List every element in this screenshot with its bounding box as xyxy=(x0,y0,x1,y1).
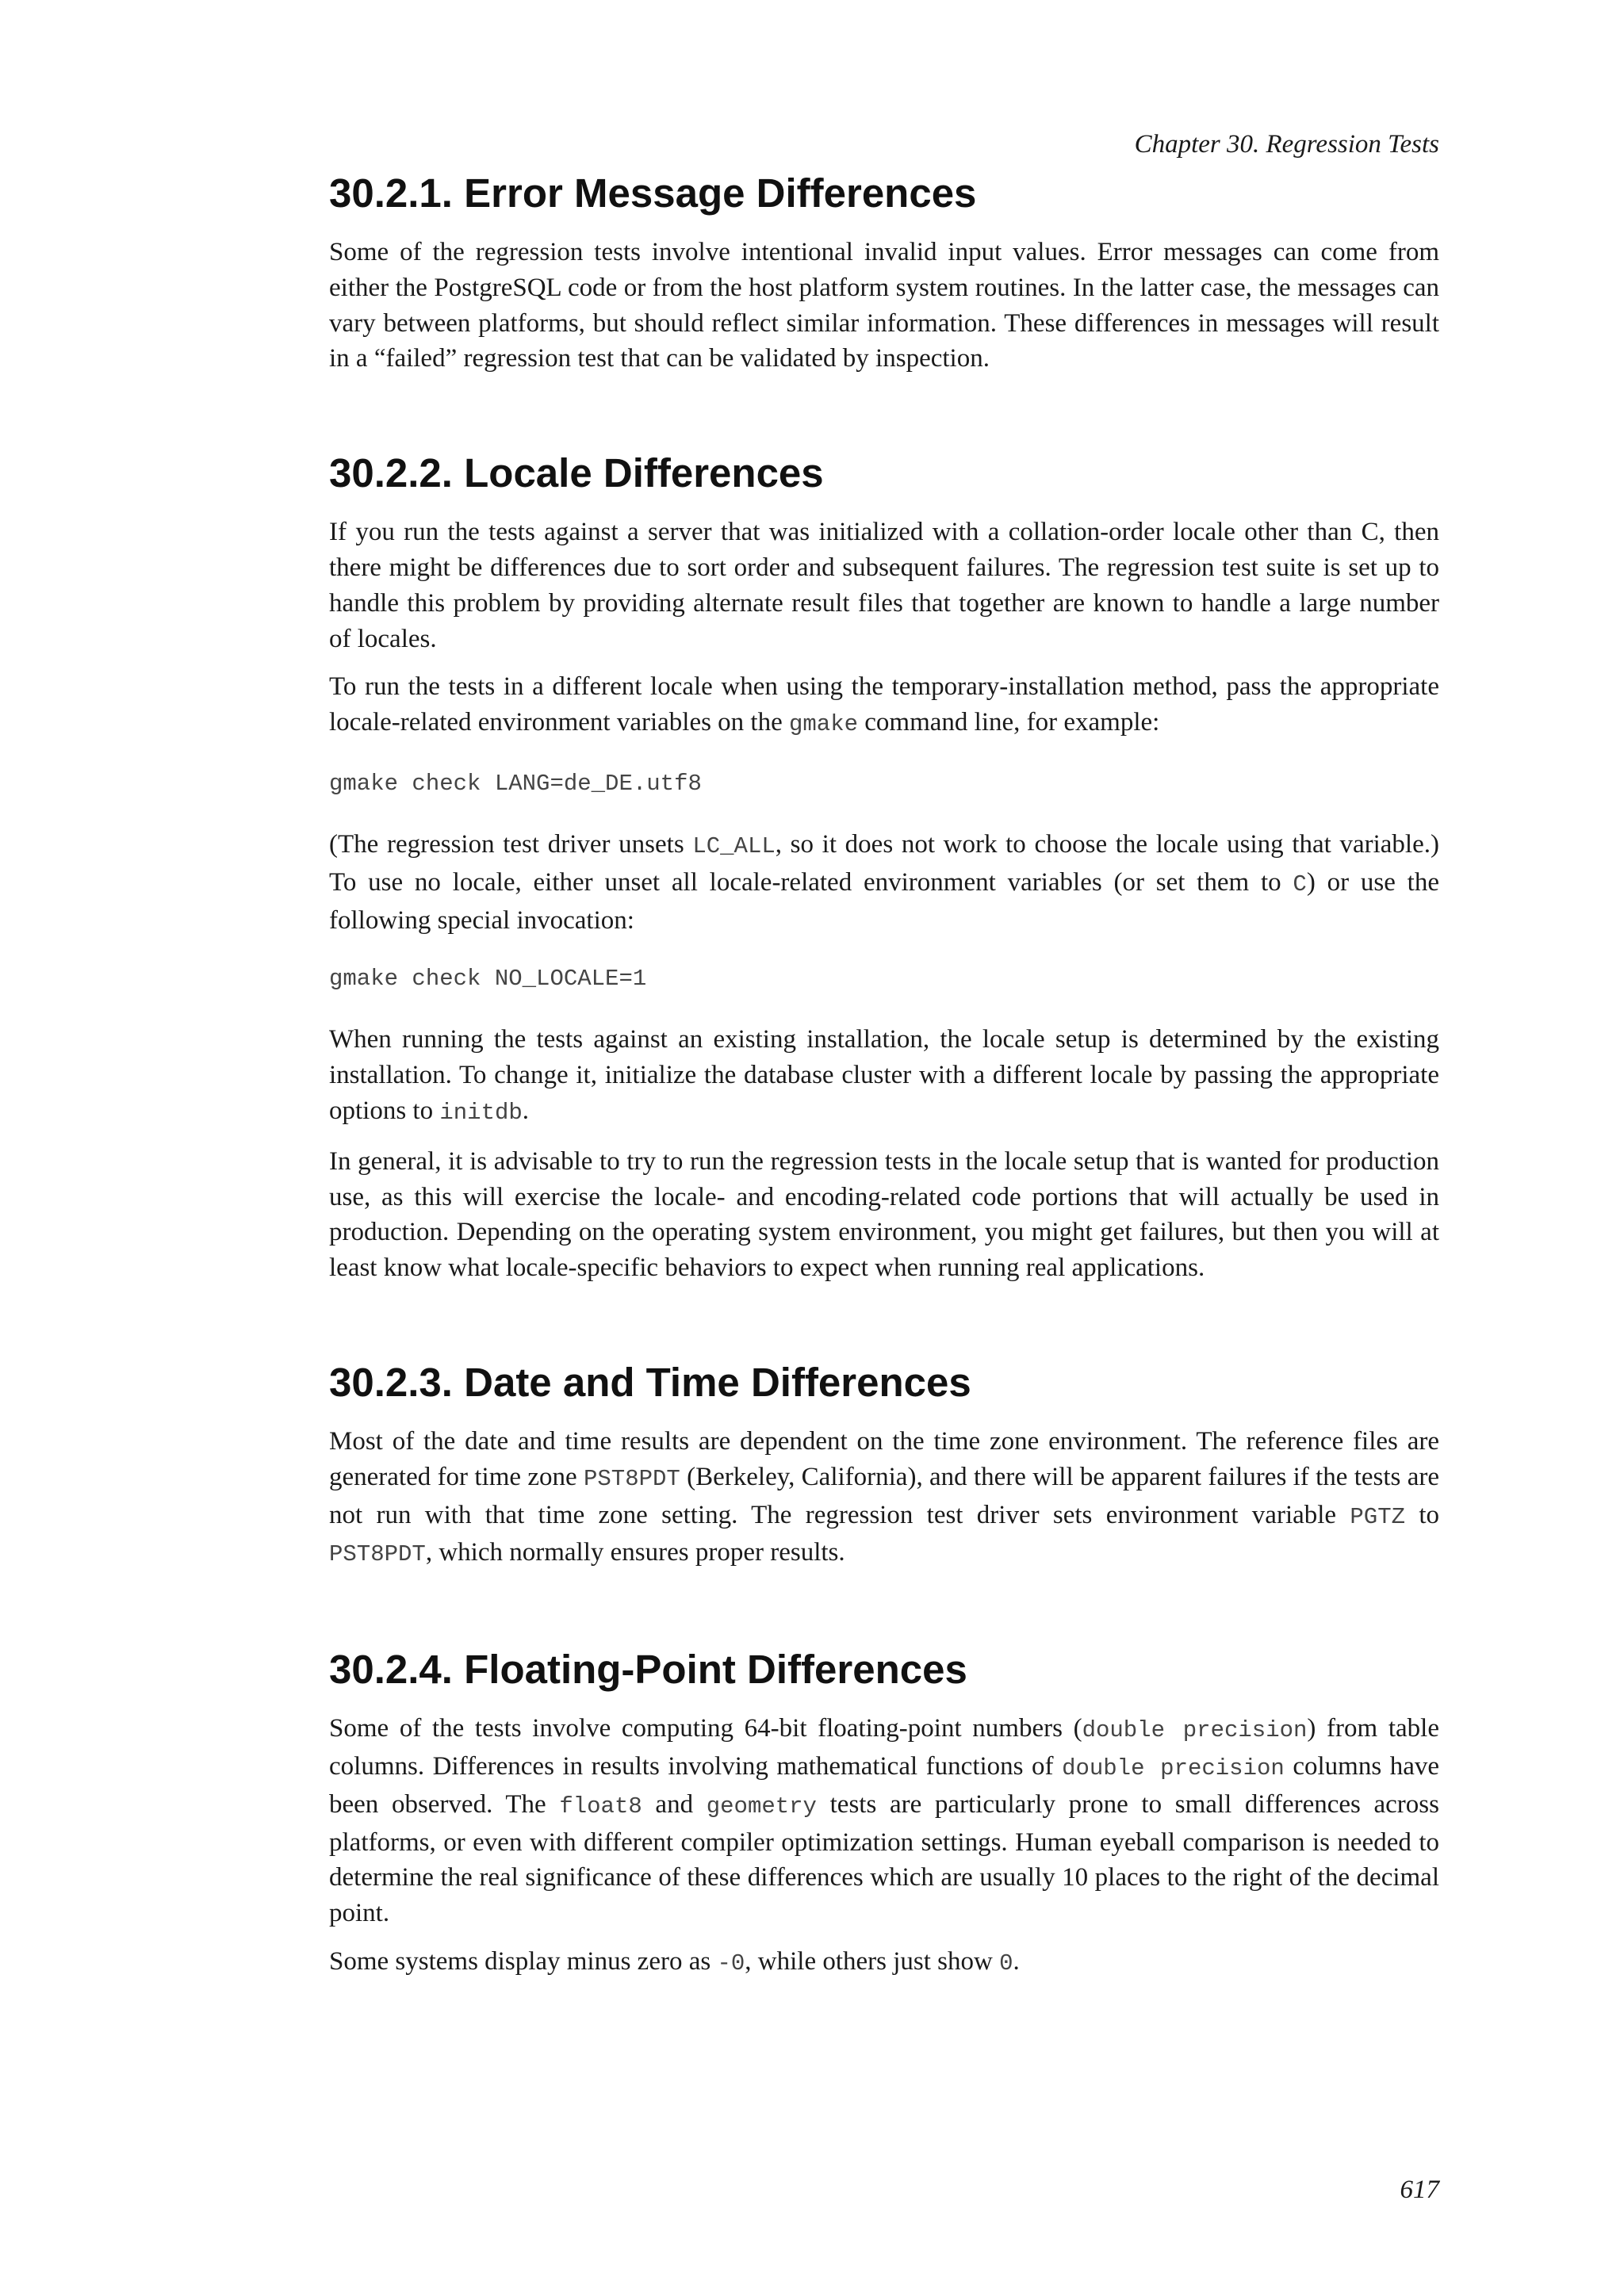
page-number: 617 xyxy=(1400,2175,1439,2204)
inline-code: PST8PDT xyxy=(329,1541,426,1568)
text-run: and xyxy=(642,1789,707,1819)
inline-code: double precision xyxy=(1082,1717,1308,1744)
document-page xyxy=(329,119,1439,1995)
paragraph xyxy=(329,669,1439,743)
text-run: tests are particularly prone to small differences across platforms, or even with different compiler optimization settings. Human eyeball comparison is needed to determine the real significance of these differences which are usually 10 places to the right of the decimal point. xyxy=(329,1789,1439,1928)
section-title: 30.2.2. Locale Differences xyxy=(329,450,824,496)
inline-code: PGTZ xyxy=(1350,1503,1406,1530)
inline-code: initdb xyxy=(439,1099,523,1126)
inline-code: geometry xyxy=(706,1793,817,1820)
paragraph xyxy=(329,827,1439,938)
section-title: 30.2.3. Date and Time Differences xyxy=(329,1359,971,1405)
text-run: Most of the date and time results are dependent on the time zone environment. The reference files are generated for time zone xyxy=(329,1426,1439,1491)
text-run: Some of the tests involve computing 64-bit floating-point numbers ( xyxy=(329,1714,1082,1743)
code-example: gmake check LANG=de_DE.utf8 xyxy=(329,770,702,797)
section-title: 30.2.4. Floating-Point Differences xyxy=(329,1647,967,1693)
code-example: gmake check NO_LOCALE=1 xyxy=(329,966,647,993)
text-run: . xyxy=(522,1096,530,1125)
text-run: , which normally ensures proper results. xyxy=(425,1538,845,1567)
text-run: command line, for example: xyxy=(858,708,1160,737)
text-run: To run the tests in a different locale when using the temporary-installation method, pass the appropriate locale-related environment variables on the xyxy=(329,672,1439,737)
section-locale-differences xyxy=(329,450,1439,1286)
inline-code: 0 xyxy=(999,1950,1013,1976)
text-run: to xyxy=(1405,1500,1439,1529)
running-header: Chapter 30. Regression Tests xyxy=(1134,130,1439,159)
text-run: Some systems display minus zero as xyxy=(329,1946,718,1976)
text-run: . xyxy=(1013,1946,1020,1976)
inline-code: gmake xyxy=(789,711,859,738)
text-run: When running the tests against an existing installation, the locale setup is determined by the existing installation. To change it, initialize the database cluster with a different locale by passing the appropriate options to xyxy=(329,1025,1439,1125)
text-run: ) from table columns. Differences in results involving mathematical functions of xyxy=(329,1714,1439,1781)
inline-code: C xyxy=(1293,871,1307,897)
inline-code: double precision xyxy=(1062,1755,1285,1781)
section-error-message-differences xyxy=(329,170,1439,377)
section-floating-point-differences xyxy=(329,1646,1439,1982)
inline-code: float8 xyxy=(559,1793,642,1820)
section-title: 30.2.1. Error Message Differences xyxy=(329,170,977,216)
text-run: ) or use the following special invocation: xyxy=(329,867,1439,935)
text-run: (The regression test driver unsets xyxy=(329,829,693,859)
section-date-time-differences xyxy=(329,1359,1439,1573)
paragraph: In general, it is advisable to try to run the regression tests in the locale setup that is wanted for production use, as this will exercise the locale- and encoding-related code portions that will actually be used in production. Depending on the operating system environment, you might get failures, but then you will at least know what locale-specific behaviors to expect when running real applications. xyxy=(329,1146,1439,1283)
text-run: columns have been observed. The xyxy=(329,1751,1439,1819)
inline-code: -0 xyxy=(717,1950,745,1976)
text-run: , while others just show xyxy=(745,1946,1000,1976)
paragraph: If you run the tests against a server that was initialized with a collation-order locale other than C, then there might be differences due to sort order and subsequent failures. The regression test suite is set up to handle this problem by providing alternate result files that together are known to handle a large number of locales. xyxy=(329,518,1439,653)
inline-code: PST8PDT xyxy=(583,1465,680,1492)
paragraph xyxy=(329,1944,1439,1982)
paragraph xyxy=(329,1424,1439,1573)
text-run: , so it does not work to choose the locale using that variable.) To use no locale, either unset all locale-related environment variables (or set them to xyxy=(329,829,1439,897)
paragraph: Some of the regression tests involve intentional invalid input values. Error messages can come from either the PostgreSQL code or from the host platform system routines. In the latter case, the messages can vary between platforms, but should reflect similar information. These differences in messages will result in a “failed” regression test that can be validated by inspection. xyxy=(329,238,1439,373)
inline-code: LC_ALL xyxy=(692,832,776,859)
paragraph xyxy=(329,1022,1439,1131)
paragraph xyxy=(329,1711,1439,1931)
text-run: (Berkeley, California), and there will be apparent failures if the tests are not run with that time zone setting. The regression test driver sets environment variable xyxy=(329,1462,1440,1529)
